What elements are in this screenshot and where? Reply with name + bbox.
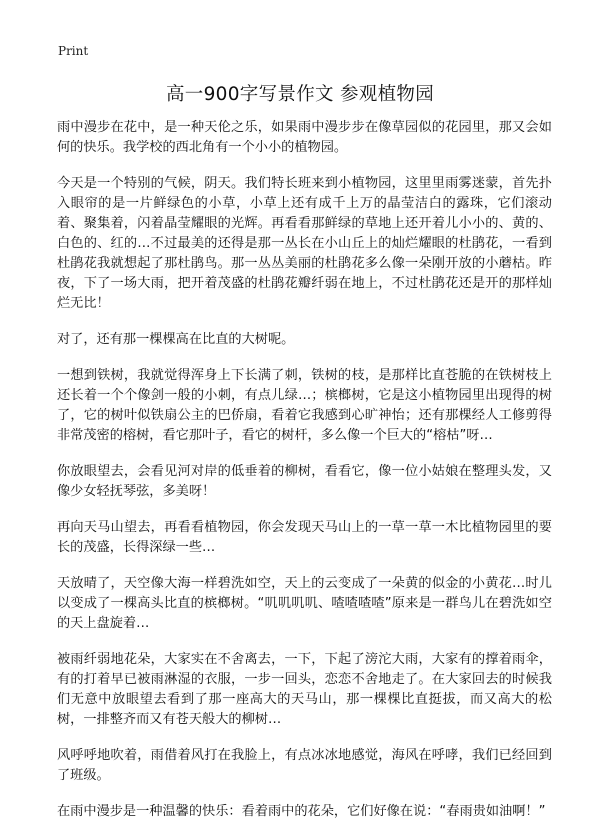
paragraph-4: 一想到铁树，我就觉得浑身上下长满了刺，铁树的枝，是那样比直苍脆的在铁树枝上还长着一个个像剑一般的小刺，有点儿绿…；槟榔树，它是这小植物园里出现得的树了，它的树叶似铁扇公主的巴侨扇，看着它我感到心旷神怡；还有那棵经人工修剪得非常茂密的榕树，看它那叶子，看它的树杆，多么像一个巨大的“榕枯”呀… [57,368,552,443]
print-link[interactable]: Print [58,44,89,58]
paragraph-9: 风呼呼地吹着，雨借着风打在我脸上，有点冰冰地感觉，海风在呼哮，我们已经回到了班级。 [57,748,552,783]
paragraph-6: 再向天马山望去，再看看植物园，你会发现天马山上的一草一草一木比植物园里的要长的茂盛，长得深绿一些… [57,520,552,555]
paragraph-3: 对了，还有那一棵棵高在比直的大树呢。 [57,332,295,347]
paragraph-2: 今天是一个特别的气候，阴天。我们特长班来到小植物园，这里里雨雾迷蒙，首先扑入眼帘的是一片鲜绿色的小草，小草上还有成千上万的晶莹洁白的露珠，它们滚动着、聚集着，闪着晶莹耀眼的光辉。再看看那鲜绿的草地上还开着儿小小的、黄的、白色的、红的…不过最美的还得是那一丛长在小山丘上的灿烂耀眼的杜鹃花，一看到杜鹃花我就想起了那杜鹃鸟。那一丛丛美丽的杜鹃花多么像一朵刚开放的小蘑枯。昨夜，下了一场大雨，把开着茂盛的杜鹃花瓣纤弱在地上，不过杜鹃花还是开的那样灿烂无比！ [57,176,552,311]
paragraph-8: 被雨纤弱地花朵，大家实在不舍离去，一下，下起了滂沱大雨，大家有的撑着雨伞，有的打着早已被雨淋湿的衣服，一步一回头，恋恋不舍地走了。在大家回去的时候我们无意中放眼望去看到了那一座高大的天马山，那一棵棵比直挺拔，而又高大的松树，一排整齐而又有苍天般大的柳树… [57,652,552,727]
paragraph-10: 在雨中漫步是一种温馨的快乐：看着雨中的花朵，它们好像在说：“春雨贵如油啊！” [57,804,546,819]
paragraph-5: 你放眼望去，会看见河对岸的低垂着的柳树，看看它，像一位小姑娘在整理头发，又像少女轻抚琴弦，多美呀！ [57,464,552,499]
article-title: 高一900字写景作文 参观植物园 [166,84,434,105]
article-body [57,118,552,838]
paragraph-7: 天放晴了，天空像大海一样碧洗如空，天上的云变成了一朵黄的似金的小黄花…时儿以变成了一棵高头比直的槟榔树。“叽叽叽叽、喳喳喳喳”原来是一群鸟儿在碧洗如空的天上盘旋着… [57,576,552,631]
paragraph-1: 雨中漫步在花中，是一种天伦之乐，如果雨中漫步步在像草园似的花园里，那又会如何的快乐。我学校的西北角有一个小小的植物园。 [57,120,552,155]
